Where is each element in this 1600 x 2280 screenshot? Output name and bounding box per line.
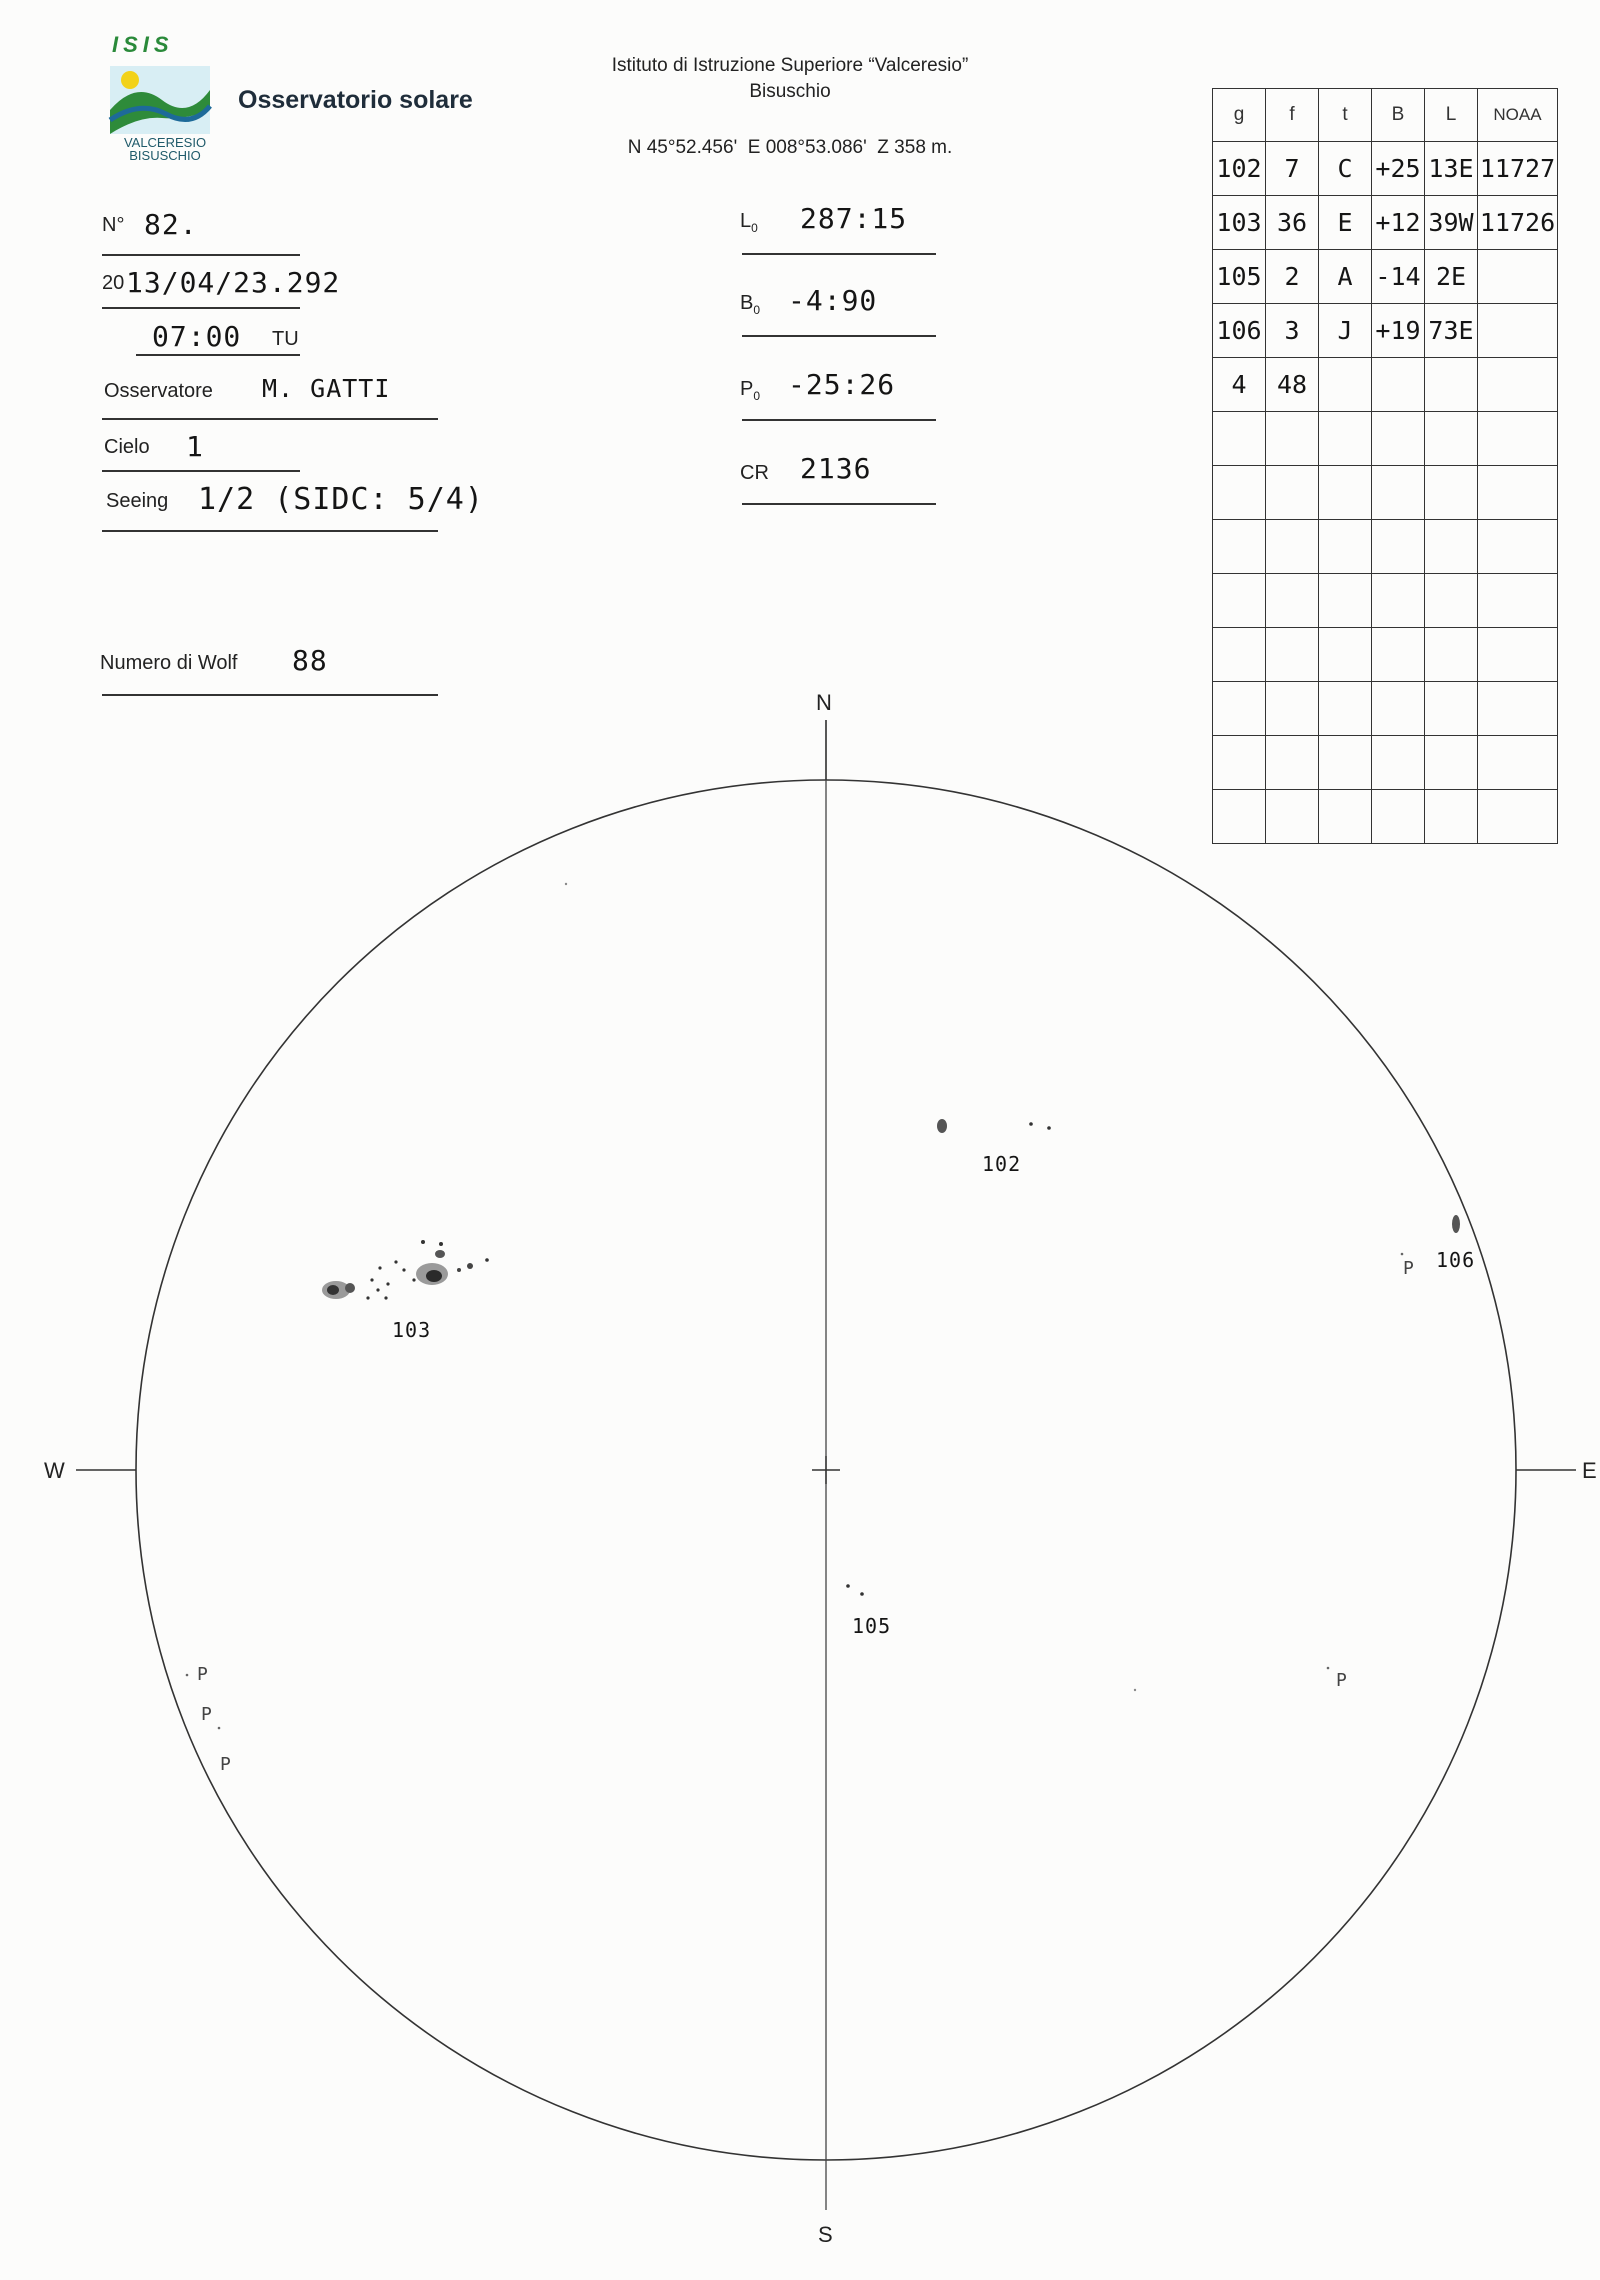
logo-caption-line2: BISUSCHIO — [129, 148, 201, 163]
l0-label: $L_0$ — [740, 210, 758, 235]
table-cell: E — [1319, 196, 1372, 250]
table-cell: C — [1319, 142, 1372, 196]
table-header-cell: g — [1213, 89, 1266, 142]
cr-value: 2136 — [800, 452, 872, 485]
sunspot — [860, 1592, 864, 1596]
facula-dot — [218, 1727, 221, 1730]
table-cell: 7 — [1266, 142, 1319, 196]
logo-wordmark: ISIS — [112, 32, 174, 57]
sunspot — [1029, 1122, 1033, 1126]
table-cell: 106 — [1213, 304, 1266, 358]
east-label: E — [1582, 1458, 1597, 1483]
seeing-label: Seeing — [106, 490, 169, 512]
institute-coordinates: N 45°52.456' E 008°53.086' Z 358 m. — [627, 137, 953, 158]
table-cell: A — [1319, 250, 1372, 304]
table-cell: 13E — [1425, 142, 1478, 196]
table-cell: 3 — [1266, 304, 1319, 358]
stray-dot — [1134, 1689, 1136, 1691]
group-label-105: 105 — [852, 1614, 892, 1638]
sunspot-umbra — [426, 1270, 442, 1282]
sunspot — [366, 1296, 369, 1299]
sunspot — [435, 1250, 445, 1258]
institute-town: Bisuschio — [749, 81, 831, 102]
date-value: 13/04/23.292 — [126, 266, 341, 299]
table-header-cell: B — [1372, 89, 1425, 142]
facula-mark: P — [1403, 1258, 1415, 1279]
sunspot — [421, 1240, 425, 1244]
facula-mark: P — [220, 1754, 232, 1775]
sunspot — [485, 1258, 489, 1262]
date-prefix: 20 — [102, 272, 125, 294]
table-header-cell: NOAA — [1478, 89, 1558, 142]
sunspot — [457, 1268, 461, 1272]
facula-dot — [1401, 1253, 1404, 1256]
facula-dot — [1327, 1667, 1330, 1670]
sunspot — [386, 1282, 389, 1285]
sunspot — [412, 1278, 415, 1281]
group-label-102: 102 — [982, 1152, 1022, 1176]
cr-label: CR — [740, 462, 769, 484]
observer-value: M. GATTI — [262, 374, 391, 403]
sunspot-group-105 — [846, 1584, 864, 1596]
b0-value: -4:90 — [788, 284, 878, 317]
table-cell: 11727 — [1478, 142, 1558, 196]
table-cell: +25 — [1372, 142, 1425, 196]
sky-value: 1 — [186, 430, 204, 463]
wolf-value: 88 — [292, 644, 328, 677]
table-cell: J — [1319, 304, 1372, 358]
logo-caption-line1: VALCERESIO — [123, 135, 207, 150]
stray-dot — [565, 883, 567, 885]
time-value: 07:00 — [152, 320, 242, 353]
p0-label: $P_0$ — [740, 378, 761, 403]
table-cell: 39W — [1425, 196, 1478, 250]
group-label-106: 106 — [1436, 1248, 1476, 1272]
sky-label: Cielo — [104, 436, 150, 458]
sunspot — [1452, 1215, 1460, 1233]
facula-mark: P — [1336, 1670, 1348, 1691]
south-label: S — [818, 2222, 833, 2247]
sunspot — [394, 1260, 397, 1263]
p0-value: -25:26 — [788, 368, 896, 401]
table-header-cell: t — [1319, 89, 1372, 142]
facula-dot — [186, 1674, 189, 1677]
number-value: 82. — [144, 208, 198, 241]
sunspot — [937, 1119, 947, 1133]
table-cell: 11726 — [1478, 196, 1558, 250]
sunspot — [384, 1296, 387, 1299]
number-label: N° — [102, 214, 125, 236]
table-cell: 2E — [1425, 250, 1478, 304]
sunspot — [846, 1584, 850, 1588]
sunspot — [439, 1242, 443, 1246]
sunspot — [345, 1283, 355, 1293]
table-cell: +12 — [1372, 196, 1425, 250]
sunspot-umbra — [327, 1285, 339, 1295]
l0-value: 287:15 — [800, 202, 908, 235]
group-label-103: 103 — [392, 1318, 432, 1342]
sunspot — [467, 1263, 473, 1269]
wolf-label: Numero di Wolf — [100, 652, 238, 674]
table-cell: 4 — [1213, 358, 1266, 412]
sunspot — [378, 1266, 381, 1269]
table-cell: 36 — [1266, 196, 1319, 250]
sunspot-group-102 — [937, 1119, 1051, 1133]
time-unit: TU — [272, 328, 299, 350]
sunspot — [402, 1268, 405, 1271]
table-cell: 105 — [1213, 250, 1266, 304]
table-header-cell: L — [1425, 89, 1478, 142]
institute-name: Istituto di Istruzione Superiore “Valceresio” — [611, 55, 969, 76]
observatory-title: Osservatorio solare — [238, 86, 473, 114]
table-cell: 103 — [1213, 196, 1266, 250]
facula-mark: P — [201, 1704, 213, 1725]
observer-label: Osservatore — [104, 380, 213, 402]
sunspot — [376, 1288, 379, 1291]
sunspot — [370, 1278, 373, 1281]
sunspot — [1047, 1126, 1051, 1130]
table-cell: 2 — [1266, 250, 1319, 304]
west-label: W — [44, 1458, 65, 1483]
table-cell: +19 — [1372, 304, 1425, 358]
table-cell: 73E — [1425, 304, 1478, 358]
seeing-value: 1/2 (SIDC: 5/4) — [198, 482, 484, 517]
north-label: N — [816, 690, 832, 715]
facula-mark: P — [197, 1664, 209, 1685]
sunspot-group-103 — [322, 1240, 489, 1300]
table-header-cell: f — [1266, 89, 1319, 142]
table-cell: 48 — [1266, 358, 1319, 412]
table-cell: -14 — [1372, 250, 1425, 304]
b0-label: $B_0$ — [740, 292, 761, 317]
table-cell: 102 — [1213, 142, 1266, 196]
